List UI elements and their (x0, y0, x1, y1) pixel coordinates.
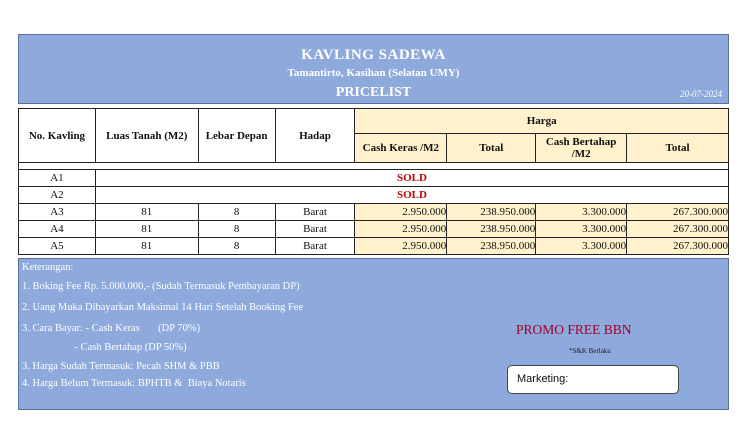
cell-lebar: 8 (198, 221, 275, 238)
table-row (19, 170, 729, 187)
table-header-row (19, 109, 729, 134)
marketing-field[interactable] (507, 365, 679, 394)
cell-total-bertahap: 267.300.000 (627, 221, 729, 238)
cell-cash-bertahap: 3.300.000 (536, 204, 627, 221)
cell-total-keras: 238.950.000 (447, 238, 536, 255)
cell-kavling: A3 (19, 204, 96, 221)
cell-lebar: 8 (198, 204, 275, 221)
col-header-total-bertahap: Total (627, 134, 729, 163)
cell-hadap: Barat (275, 221, 355, 238)
cell-luas: 81 (95, 238, 198, 255)
table-row (19, 238, 729, 255)
cell-sold: SOLD (95, 170, 728, 187)
cell-total-bertahap: 267.300.000 (627, 238, 729, 255)
col-header-lebar-depan: Lebar Depan (198, 109, 275, 163)
promo-text: PROMO FREE BBN (516, 322, 632, 337)
note-item: 2. Uang Muka Dibayarkan Maksimal 14 Hari Setelah Booking Fee (22, 302, 304, 313)
promo-terms: *S&K Berlaku (569, 347, 611, 355)
table-spacer-row (19, 163, 729, 170)
notes-heading: Keterangan: (22, 262, 74, 273)
cell-hadap: Barat (275, 204, 355, 221)
price-table (18, 108, 729, 255)
col-header-luas-tanah: Luas Tanah (M2) (95, 109, 198, 163)
cell-luas: 81 (95, 221, 198, 238)
cell-hadap: Barat (275, 238, 355, 255)
cell-cash-keras: 2.950.000 (355, 238, 447, 255)
pricelist-header (18, 34, 729, 104)
cell-total-keras: 238.950.000 (447, 221, 536, 238)
pricelist-heading: PRICELIST (335, 85, 412, 100)
note-item: 1. Boking Fee Rp. 5.000.000,- (Sudah Termasuk Pembayaran DP) (22, 281, 300, 292)
note-item: 3. Cara Bayar: - Cash Keras (DP 70%) (22, 323, 201, 334)
cell-cash-bertahap: 3.300.000 (536, 221, 627, 238)
cell-kavling: A1 (19, 170, 96, 187)
cell-cash-keras: 2.950.000 (355, 204, 447, 221)
cell-total-keras: 238.950.000 (447, 204, 536, 221)
note-item: 3. Harga Sudah Termasuk: Pecah SHM & PBB (22, 361, 220, 372)
table-row (19, 221, 729, 238)
table-row (19, 204, 729, 221)
cell-kavling: A5 (19, 238, 96, 255)
col-header-no-kavling: No. Kavling (19, 109, 96, 163)
note-item: - Cash Bertahap (DP 50%) (22, 342, 187, 353)
col-header-total-keras: Total (447, 134, 536, 163)
cell-cash-bertahap: 3.300.000 (536, 238, 627, 255)
pricelist-sheet (18, 34, 729, 410)
col-header-cash-bertahap: Cash Bertahap /M2 (536, 134, 627, 163)
col-header-hadap: Hadap (275, 109, 355, 163)
table-row (19, 187, 729, 204)
cell-lebar: 8 (198, 238, 275, 255)
cell-total-bertahap: 267.300.000 (627, 204, 729, 221)
cell-cash-keras: 2.950.000 (355, 221, 447, 238)
col-header-harga: Harga (355, 109, 729, 134)
marketing-label: Marketing: (517, 373, 569, 385)
cell-kavling: A4 (19, 221, 96, 238)
cell-luas: 81 (95, 204, 198, 221)
notes-panel (18, 258, 729, 410)
project-title: KAVLING SADEWA (301, 47, 446, 63)
project-location: Tamantirto, Kasihan (Selatan UMY) (287, 67, 460, 79)
note-item: 4. Harga Belum Termasuk: BPHTB & Biaya Notaris (22, 378, 246, 389)
cell-kavling: A2 (19, 187, 96, 204)
col-header-cash-keras: Cash Keras /M2 (355, 134, 447, 163)
cell-sold: SOLD (95, 187, 728, 204)
pricelist-date: 20-07-2024 (680, 89, 722, 99)
